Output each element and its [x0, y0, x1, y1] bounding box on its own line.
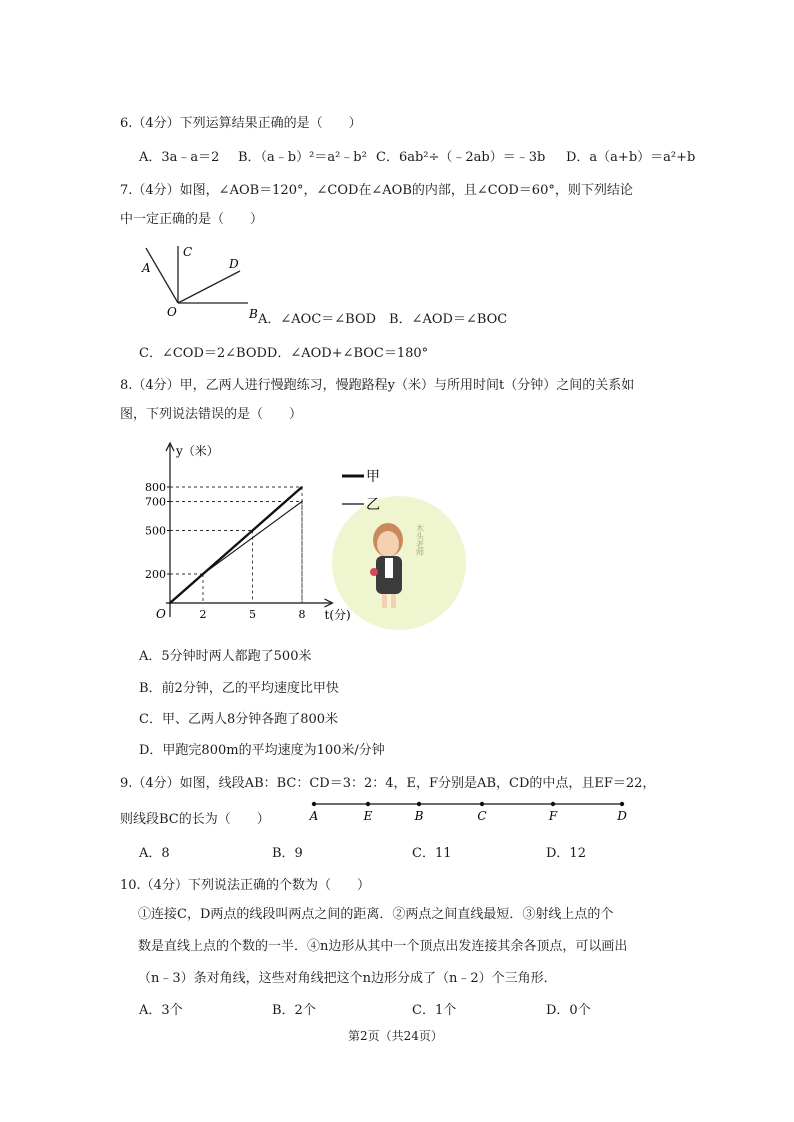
q9-option-d: D．12: [546, 846, 586, 861]
q9-option-c: C．11: [412, 846, 452, 861]
y-tick-800: 800: [145, 481, 166, 494]
segment-point-B: [417, 802, 421, 806]
ray-od: [178, 271, 240, 303]
q10-option-a: A．3个: [139, 1003, 183, 1018]
segment-figure: [300, 796, 640, 826]
label-a: A: [142, 261, 151, 275]
q7-options-ab: A．∠AOC＝∠BOD B．∠AOD＝∠BOC: [258, 312, 508, 327]
q10-line1: ①连接C，D两点的线段叫两点之间的距离．②两点之间直线最短．③射线上点的个: [138, 907, 614, 922]
segment-point-A: [312, 802, 316, 806]
segment-label-C: C: [477, 809, 487, 823]
legend-label-jia: 甲: [366, 469, 380, 485]
q10-line3: （n﹣3）条对角线，这些对角线把这个n边形分成了（n﹣2）个三角形．: [138, 971, 557, 986]
x-tick-5: 5: [249, 608, 256, 621]
q10-stem: 10.（4分）下列说法正确的个数为（ ）: [120, 878, 370, 893]
y-axis-label: y（米）: [176, 444, 219, 458]
q7-stem-line2: 中一定正确的是（ ）: [120, 212, 264, 227]
series-1-point-2: [301, 501, 303, 503]
watermark-text: 木头老师: [415, 524, 425, 556]
legend-label-yi: 乙: [366, 497, 380, 513]
ray-oa: [146, 248, 178, 303]
segment-label-E: E: [363, 809, 373, 823]
q8-option-d: D．甲跑完800m的平均速度为100米/分钟: [139, 743, 385, 758]
q9-stem-line2: 则线段BC的长为（ ）: [120, 812, 270, 827]
q9-option-a: A．8: [139, 846, 170, 861]
q8-stem-line2: 图，下列说法错误的是（ ）: [120, 407, 303, 422]
label-c: C: [183, 245, 193, 259]
angle-figure: [130, 238, 270, 328]
q6-option-b: B．（a﹣b）²＝a²﹣b²: [238, 150, 367, 165]
series-1-point-0: [169, 602, 171, 604]
q6-option-a: A．3a﹣a＝2: [139, 150, 220, 165]
q10-option-d: D．0个: [546, 1003, 591, 1018]
segment-point-D: [620, 802, 624, 806]
q7-stem-line1: 7.（4分）如图，∠AOB＝120°，∠COD在∠AOB的内部，且∠COD＝60°，则下列结论: [120, 183, 633, 198]
segment-label-B: B: [414, 809, 424, 823]
q8-option-b: B．前2分钟，乙的平均速度比甲快: [139, 681, 339, 696]
q8-option-a: A．5分钟时两人都跑了500米: [139, 649, 312, 664]
q10-option-c: C．1个: [412, 1003, 457, 1018]
q10-line2: 数是直线上点的个数的一半．④n边形从其中一个顶点出发连接其余各顶点，可以画出: [138, 939, 628, 954]
q6-stem: 6.（4分）下列运算结果正确的是（ ）: [120, 116, 362, 131]
y-tick-700: 700: [145, 495, 166, 509]
x-tick-2: 2: [199, 608, 207, 621]
page-footer: 第2页（共24页）: [348, 1029, 443, 1043]
chart-legend: [340, 464, 400, 514]
label-o: O: [167, 305, 177, 319]
q8-option-c: C．甲、乙两人8分钟各跑了800米: [139, 712, 339, 727]
series-1-point-1: [202, 573, 204, 575]
segment-point-E: [366, 802, 370, 806]
q6-option-d: D．a（a+b）＝a²+b: [566, 150, 696, 165]
label-b: B: [249, 307, 258, 321]
q10-option-b: B．2个: [272, 1003, 316, 1018]
y-tick-500: 500: [145, 524, 166, 538]
q9-option-b: B．9: [272, 846, 303, 861]
y-tick-200: 200: [145, 568, 166, 581]
q9-stem-line1: 9.（4分）如图，线段AB：BC：CD＝3：2：4，E，F分别是AB，CD的中点，且EF＝22，: [120, 776, 656, 791]
label-d: D: [229, 257, 239, 271]
series-0-point-1: [301, 486, 303, 488]
q7-options-cd: C．∠COD＝2∠BODD．∠AOD+∠BOC＝180°: [139, 346, 429, 361]
x-axis-label: t(分): [324, 608, 351, 622]
q6-option-c: C．6ab²÷（﹣2ab）＝﹣3b: [376, 150, 546, 165]
segment-point-C: [480, 802, 484, 806]
segment-label-D: D: [617, 809, 627, 823]
origin-label: O: [156, 607, 166, 621]
segment-label-A: A: [309, 809, 319, 823]
x-tick-8: 8: [298, 608, 306, 621]
segment-label-F: F: [548, 809, 558, 823]
series-line-1: [170, 502, 302, 604]
segment-point-F: [551, 802, 555, 806]
q8-stem-line1: 8.（4分）甲，乙两人进行慢跑练习，慢跑路程y（米）与所用时间t（分钟）之间的关系如: [120, 378, 635, 393]
